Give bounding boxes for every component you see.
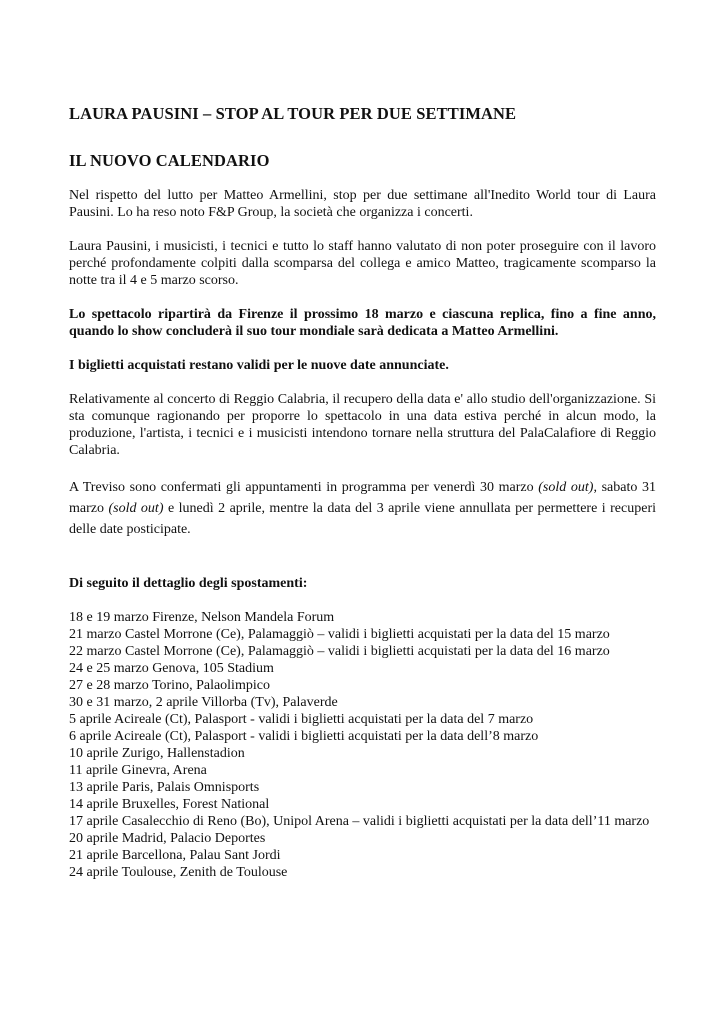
schedule-item: 30 e 31 marzo, 2 aprile Villorba (Tv), Palaverde — [69, 695, 338, 710]
schedule-list — [69, 609, 656, 881]
schedule-item: 24 e 25 marzo Genova, 105 Stadium — [69, 661, 274, 676]
schedule-item: 24 aprile Toulouse, Zenith de Toulouse — [69, 865, 288, 880]
schedule-item: 22 marzo Castel Morrone (Ce), Palamaggiò – validi i biglietti acquistati per la data del 16 marzo — [69, 644, 610, 659]
treviso-text-3: e lunedì 2 aprile, mentre la data del 3 aprile viene annullata per permettere i recuperi delle date posticipate. — [69, 501, 656, 537]
paragraph-staff: Laura Pausini, i musicisti, i tecnici e tutto lo staff hanno valutato di non poter proseguire con il lavoro perché profondamente colpiti dalla scomparsa del collega e amico Matteo, tragicamente scomparso la notte tra il 4 e 5 marzo scorso. — [69, 239, 656, 288]
schedule-item: 20 aprile Madrid, Palacio Deportes — [69, 831, 266, 846]
schedule-item: 5 aprile Acireale (Ct), Palasport - validi i biglietti acquistati per la data del 7 marzo — [69, 712, 534, 727]
schedule-item: 27 e 28 marzo Torino, Palaolimpico — [69, 678, 270, 693]
document-page — [69, 100, 656, 881]
schedule-item: 17 aprile Casalecchio di Reno (Bo), Unipol Arena – validi i biglietti acquistati per la data dell’11 marzo — [69, 814, 650, 829]
sold-out-note-1: (sold out) — [538, 480, 594, 495]
paragraph-tickets: I biglietti acquistati restano validi per le nuove date annunciate. — [69, 358, 449, 373]
schedule-item: 11 aprile Ginevra, Arena — [69, 763, 207, 778]
page-title: LAURA PAUSINI – STOP AL TOUR PER DUE SETTIMANE — [69, 104, 517, 123]
paragraph-restart: Lo spettacolo ripartirà da Firenze il prossimo 18 marzo e ciascuna replica, fino a fine anno, quando lo show concluderà il suo tour mondiale sarà dedicata a Matteo Armellini. — [69, 307, 656, 339]
schedule-heading: Di seguito il dettaglio degli spostamenti: — [69, 576, 308, 591]
page-subtitle: IL NUOVO CALENDARIO — [69, 151, 270, 170]
treviso-text-2: , sabato 31 marzo — [69, 480, 656, 516]
schedule-item: 6 aprile Acireale (Ct), Palasport - validi i biglietti acquistati per la data dell’8 marzo — [69, 729, 539, 744]
schedule-item: 21 marzo Castel Morrone (Ce), Palamaggiò – validi i biglietti acquistati per la data del 15 marzo — [69, 627, 610, 642]
paragraph-treviso — [69, 477, 656, 540]
schedule-item: 18 e 19 marzo Firenze, Nelson Mandela Forum — [69, 610, 335, 625]
treviso-text-1: A Treviso sono confermati gli appuntamenti in programma per venerdì 30 marzo — [69, 480, 539, 495]
paragraph-reggio: Relativamente al concerto di Reggio Calabria, il recupero della data e' allo studio dell'organizzazione. Si sta comunque ragionando per proporre lo spettacolo in una data estiva perché in alcun modo, la produzione, l'artista, i tecnici e i musicisti intendono tornare nella struttura del PalaCalafiore di Reggio Calabria. — [69, 392, 656, 458]
schedule-item: 21 aprile Barcellona, Palau Sant Jordi — [69, 848, 281, 863]
schedule-item: 10 aprile Zurigo, Hallenstadion — [69, 746, 245, 761]
schedule-item: 13 aprile Paris, Palais Omnisports — [69, 780, 260, 795]
schedule-item: 14 aprile Bruxelles, Forest National — [69, 797, 270, 812]
sold-out-note-2: (sold out) — [108, 501, 164, 516]
paragraph-intro: Nel rispetto del lutto per Matteo Armellini, stop per due settimane all'Inedito World tour di Laura Pausini. Lo ha reso noto F&P Group, la società che organizza i concerti. — [69, 188, 656, 220]
